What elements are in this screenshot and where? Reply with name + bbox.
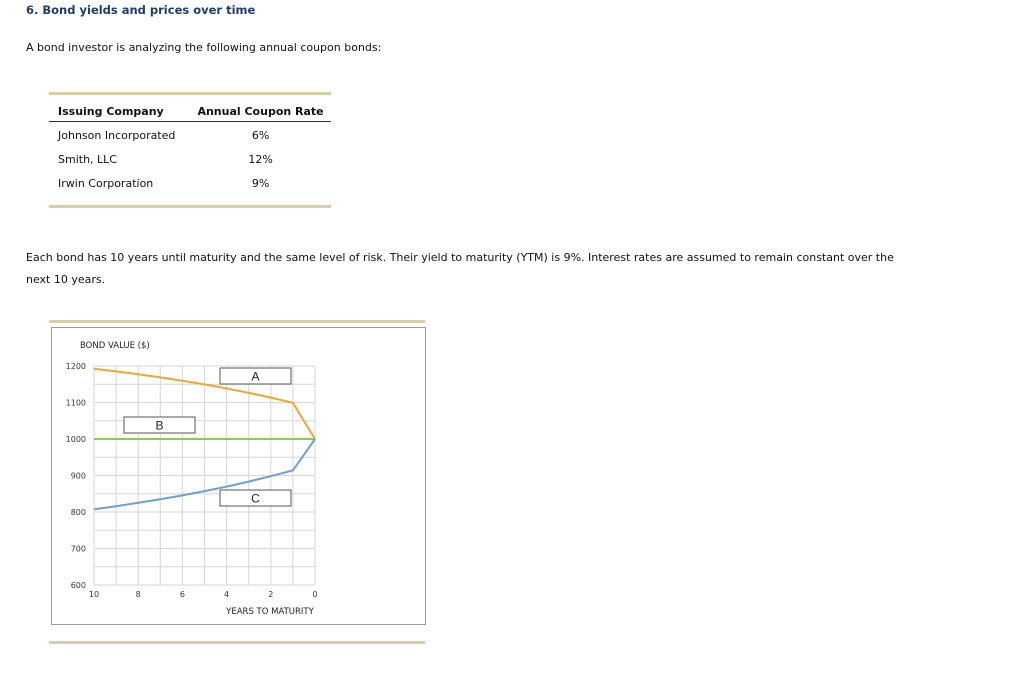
company-cell: Smith, LLC xyxy=(58,152,117,166)
x-tick-label: 10 xyxy=(88,590,100,599)
chart-svg xyxy=(52,328,425,624)
chart-bottom-rule xyxy=(49,641,425,644)
table-bottom-rule xyxy=(49,205,331,208)
y-tick-label: 800 xyxy=(70,508,86,517)
rate-cell: 9% xyxy=(251,176,270,190)
x-tick-label: 2 xyxy=(268,590,274,599)
question-heading: 6. Bond yields and prices over time xyxy=(26,3,256,17)
label-box-text: C xyxy=(251,491,260,506)
y-tick-label: 1200 xyxy=(65,362,86,371)
label-box-text: B xyxy=(155,418,164,433)
label-box-text: A xyxy=(251,369,260,384)
company-cell: Johnson Incorporated xyxy=(58,128,176,142)
column-header-rate: Annual Coupon Rate xyxy=(190,103,331,122)
y-tick-label: 700 xyxy=(70,544,86,554)
bond-value-chart xyxy=(51,327,426,625)
y-tick-label: 1000 xyxy=(65,435,86,444)
table-row xyxy=(49,170,331,194)
y-tick-label: 900 xyxy=(70,471,86,481)
chart-top-rule xyxy=(49,320,425,323)
x-tick-label: 6 xyxy=(179,590,185,599)
table-top-rule xyxy=(49,92,331,95)
table-row xyxy=(49,122,331,147)
description-text: Each bond has 10 years until maturity and the same level of risk. Their yield to maturity (YTM) is 9%. Interest rates are assumed to remain constant over the next 10 years. xyxy=(26,251,894,286)
x-tick-label: 0 xyxy=(312,590,318,599)
column-header-company: Issuing Company xyxy=(49,103,190,122)
rate-cell: 12% xyxy=(248,152,273,166)
company-cell: Irwin Corporation xyxy=(58,176,154,190)
table-row xyxy=(49,146,331,170)
y-tick-label: 600 xyxy=(70,581,86,590)
intro-text: A bond investor is analyzing the following annual coupon bonds: xyxy=(26,41,382,54)
y-tick-label: 1100 xyxy=(65,398,86,408)
y-axis-title: BOND VALUE ($) xyxy=(80,341,150,351)
x-tick-label: 4 xyxy=(224,590,230,599)
coupon-table xyxy=(49,92,331,208)
x-tick-label: 8 xyxy=(135,590,141,599)
x-axis-title: YEARS TO MATURITY xyxy=(226,607,314,617)
rate-cell: 6% xyxy=(251,128,270,142)
